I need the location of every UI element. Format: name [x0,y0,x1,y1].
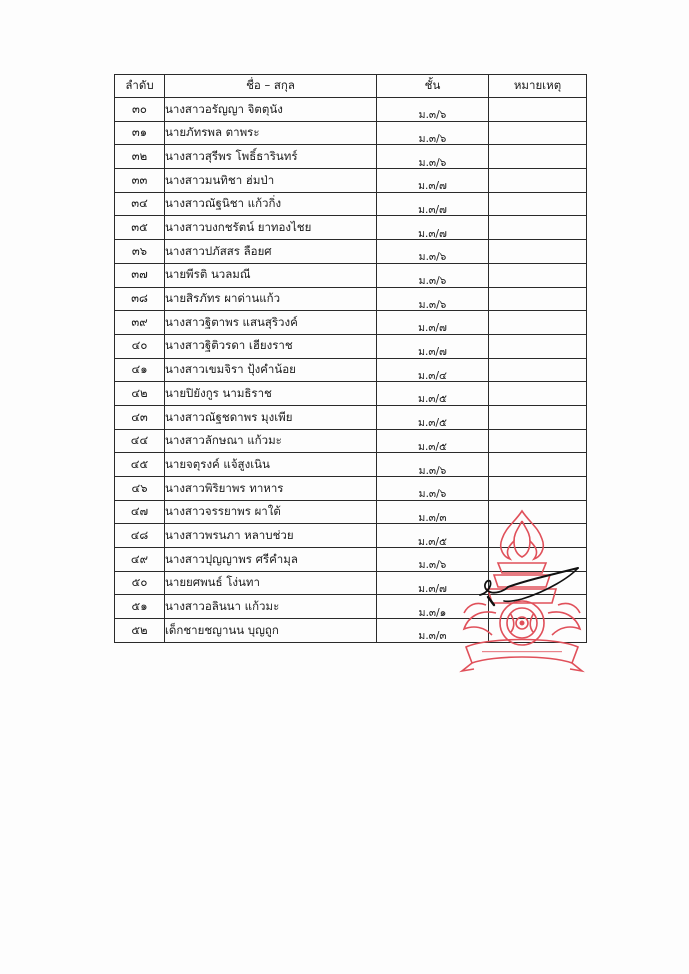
table-row [115,524,587,548]
header-grade: ชั้น [377,75,489,98]
cell-note [489,145,587,169]
table-row [115,477,587,501]
cell-grade: ม.๓/๕ [377,382,489,406]
cell-note [489,98,587,122]
header-name: ชื่อ – สกุล [165,75,377,98]
cell-note [489,453,587,477]
cell-note [489,216,587,240]
cell-grade: ม.๓/๗ [377,571,489,595]
table-row [115,571,587,595]
cell-note [489,524,587,548]
cell-no: ๔๘ [115,524,165,548]
cell-no: ๕๑ [115,595,165,619]
cell-note [489,287,587,311]
table-row [115,453,587,477]
cell-grade: ม.๓/๖ [377,477,489,501]
table-row [115,98,587,122]
cell-name: นางสาวฐิติวรดา เฮียงราช [165,334,377,358]
table-row [115,500,587,524]
table-row [115,334,587,358]
table-row [115,358,587,382]
cell-no: ๔๗ [115,500,165,524]
table-row [115,619,587,643]
cell-name: นายพีรติ นวลมณี [165,263,377,287]
cell-note [489,169,587,193]
table-row [115,548,587,572]
cell-no: ๔๒ [115,382,165,406]
cell-grade: ม.๓/๓ [377,619,489,643]
table-row [115,311,587,335]
cell-no: ๓๑ [115,121,165,145]
table-row [115,263,587,287]
cell-grade: ม.๓/๕ [377,429,489,453]
cell-note [489,334,587,358]
cell-no: ๕๒ [115,619,165,643]
cell-note [489,500,587,524]
cell-name: นางสาวสุรีพร โพธิ์ธารินทร์ [165,145,377,169]
cell-no: ๔๕ [115,453,165,477]
header-no: ลำดับ [115,75,165,98]
cell-name: นายภัทรพล ตาพระ [165,121,377,145]
cell-name: นายยศพนธ์ โง่นทา [165,571,377,595]
cell-note [489,595,587,619]
cell-name: นางสาวบงกชรัตน์ ยาทองไชย [165,216,377,240]
cell-no: ๔๓ [115,405,165,429]
cell-no: ๔๙ [115,548,165,572]
cell-no: ๔๔ [115,429,165,453]
cell-note [489,358,587,382]
cell-name: เด็กชายชญานน บุญถูก [165,619,377,643]
student-roster-table [114,74,587,643]
cell-note [489,405,587,429]
cell-note [489,382,587,406]
cell-grade: ม.๓/๖ [377,453,489,477]
cell-grade: ม.๓/๗ [377,216,489,240]
cell-no: ๔๑ [115,358,165,382]
cell-note [489,619,587,643]
cell-name: นางสาวเขมจิรา ปุ้งคำน้อย [165,358,377,382]
cell-name: นางสาวอรัญญา จิตตุนัง [165,98,377,122]
table-row [115,429,587,453]
cell-note [489,548,587,572]
header-note: หมายเหตุ [489,75,587,98]
cell-grade: ม.๓/๔ [377,358,489,382]
cell-no: ๓๙ [115,311,165,335]
cell-no: ๓๔ [115,192,165,216]
cell-name: นางสาวณัฐชดาพร มุงเพีย [165,405,377,429]
cell-grade: ม.๓/๖ [377,263,489,287]
cell-no: ๓๓ [115,169,165,193]
cell-note [489,477,587,501]
cell-name: นางสาวปภัสสร ลือยศ [165,240,377,264]
cell-grade: ม.๓/๖ [377,145,489,169]
cell-note [489,571,587,595]
cell-name: นางสาวพิริยาพร ทาหาร [165,477,377,501]
table-row [115,121,587,145]
cell-no: ๓๐ [115,98,165,122]
cell-grade: ม.๓/๑ [377,595,489,619]
cell-note [489,311,587,335]
cell-name: นายจตุรงค์ แจ้สูงเนิน [165,453,377,477]
table-row [115,595,587,619]
cell-grade: ม.๓/๗ [377,311,489,335]
cell-name: นายปิยังกูร นามธิราช [165,382,377,406]
cell-name: นางสาวจรรยาพร ผาใต้ [165,500,377,524]
cell-no: ๓๘ [115,287,165,311]
cell-grade: ม.๓/๖ [377,548,489,572]
cell-grade: ม.๓/๗ [377,334,489,358]
cell-grade: ม.๓/๖ [377,98,489,122]
cell-note [489,429,587,453]
cell-grade: ม.๓/๗ [377,169,489,193]
cell-no: ๓๒ [115,145,165,169]
cell-no: ๔๐ [115,334,165,358]
table-row [115,382,587,406]
cell-name: นางสาวฐิตาพร แสนสุริวงค์ [165,311,377,335]
cell-grade: ม.๓/๕ [377,405,489,429]
cell-name: นางสาวปุญญาพร ศรีคำมุล [165,548,377,572]
cell-name: นายสิรภัทร ผาด่านแก้ว [165,287,377,311]
cell-grade: ม.๓/๖ [377,240,489,264]
cell-grade: ม.๓/๗ [377,192,489,216]
cell-grade: ม.๓/๕ [377,524,489,548]
cell-name: นางสาวมนทิชา ฮ่มป่า [165,169,377,193]
cell-name: นางสาวณัฐนิชา แก้วกิ่ง [165,192,377,216]
cell-no: ๔๖ [115,477,165,501]
table-row [115,145,587,169]
cell-grade: ม.๓/๓ [377,500,489,524]
cell-name: นางสาวพรนภา หลาบช่วย [165,524,377,548]
table-row [115,287,587,311]
cell-no: ๕๐ [115,571,165,595]
table-header-row [115,75,587,98]
cell-name: นางสาวลักษณา แก้วมะ [165,429,377,453]
table-row [115,405,587,429]
cell-note [489,240,587,264]
table-row [115,240,587,264]
table-row [115,169,587,193]
table-row [115,192,587,216]
cell-no: ๓๗ [115,263,165,287]
cell-note [489,121,587,145]
cell-grade: ม.๓/๖ [377,121,489,145]
table-row [115,216,587,240]
cell-note [489,263,587,287]
cell-note [489,192,587,216]
cell-no: ๓๕ [115,216,165,240]
cell-grade: ม.๓/๖ [377,287,489,311]
cell-name: นางสาวอลินนา แก้วมะ [165,595,377,619]
cell-no: ๓๖ [115,240,165,264]
